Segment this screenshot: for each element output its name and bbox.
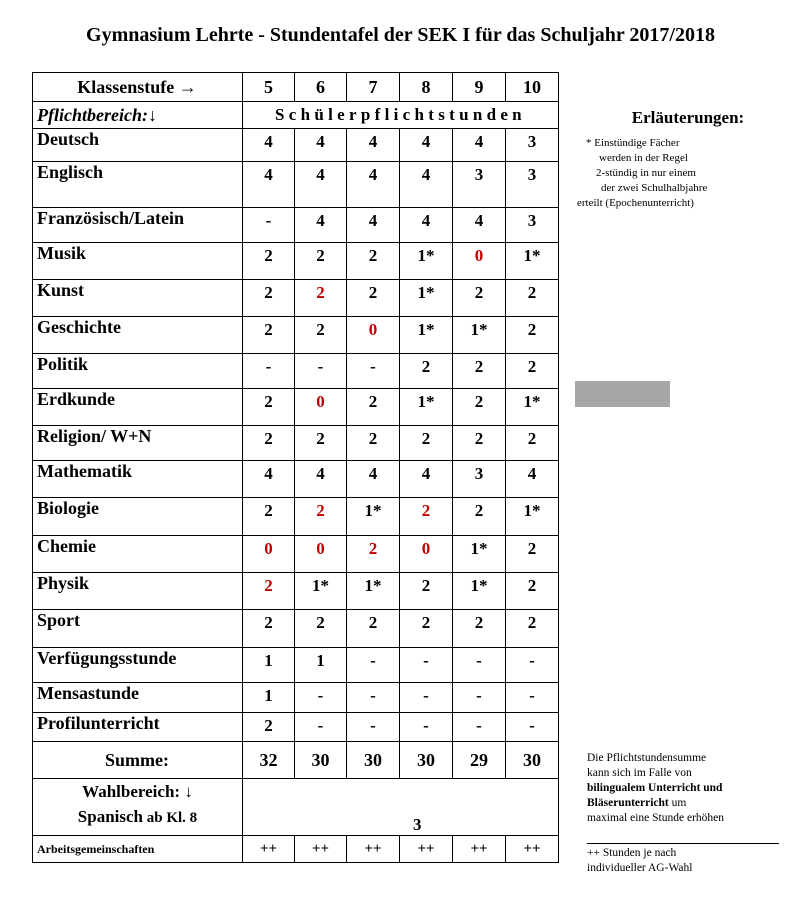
ag-label: Arbeitsgemeinschaften — [33, 836, 243, 863]
hours-cell: 2 — [453, 280, 506, 317]
hours-cell: 2 — [400, 426, 453, 461]
ag-row — [33, 836, 559, 863]
hours-cell: 2 — [295, 243, 347, 280]
note-ag-line: ++ Stunden je nach — [587, 847, 677, 859]
summe-cell: 30 — [347, 742, 400, 779]
hours-cell: - — [506, 648, 559, 683]
hours-cell: 1 — [295, 648, 347, 683]
note-sum-line: Die Pflichtstundensumme — [587, 752, 707, 764]
hours-cell: 2 — [347, 243, 400, 280]
subject-row — [33, 317, 559, 354]
subject-row — [33, 426, 559, 461]
hours-cell: 3 — [453, 162, 506, 208]
hours-cell: 2 — [506, 280, 559, 317]
hours-cell: 4 — [347, 162, 400, 208]
grade-9: 9 — [453, 73, 506, 102]
hours-cell: 1* — [400, 317, 453, 354]
summe-cell: 30 — [506, 742, 559, 779]
hours-cell: 2 — [400, 610, 453, 648]
hours-cell: 1* — [453, 573, 506, 610]
hours-cell: 0 — [453, 243, 506, 280]
pflicht-row — [33, 102, 559, 129]
hours-cell: 2 — [506, 426, 559, 461]
subject-name: Physik — [33, 573, 243, 610]
hours-cell: 2 — [347, 426, 400, 461]
explanation-line: * Einstündige Fächer — [586, 137, 680, 149]
subject-row — [33, 498, 559, 536]
hours-cell: - — [347, 683, 400, 713]
hours-cell: 2 — [295, 426, 347, 461]
subject-name: Erdkunde — [33, 389, 243, 426]
subject-name: Mensastunde — [33, 683, 243, 713]
hours-cell: 2 — [506, 536, 559, 573]
hours-cell: 2 — [400, 573, 453, 610]
ag-cell: ++ — [453, 836, 506, 863]
hours-cell: - — [295, 713, 347, 742]
hours-cell: - — [453, 713, 506, 742]
subject-name: Sport — [33, 610, 243, 648]
hours-cell: 2 — [295, 317, 347, 354]
hours-cell: 1* — [453, 317, 506, 354]
summe-cell: 29 — [453, 742, 506, 779]
hours-cell: 4 — [400, 162, 453, 208]
explanation-title: Erläuterungen: — [631, 108, 745, 127]
document-title: Gymnasium Lehrte - Stundentafel der SEK I für das Schuljahr 2017/2018 — [86, 24, 715, 46]
hours-cell: 2 — [295, 498, 347, 536]
hours-cell: - — [243, 208, 295, 243]
hours-cell: 4 — [506, 461, 559, 498]
subject-row — [33, 162, 559, 208]
hours-cell: 4 — [243, 461, 295, 498]
note-sum-line: bilingualem Unterricht und — [587, 782, 723, 794]
hours-cell: 2 — [243, 280, 295, 317]
grade-label: Klassenstufe → — [33, 73, 243, 102]
hours-cell: 4 — [453, 208, 506, 243]
hours-cell: 3 — [506, 129, 559, 162]
explanation-text — [577, 136, 796, 211]
hours-cell: 1* — [347, 573, 400, 610]
hours-cell: 4 — [453, 129, 506, 162]
pflicht-label: Pflichtbereich:↓ — [33, 102, 243, 129]
hours-cell: 4 — [347, 129, 400, 162]
hours-cell: 2 — [243, 243, 295, 280]
hours-cell: 0 — [243, 536, 295, 573]
subject-name: Mathematik — [33, 461, 243, 498]
hours-cell: 2 — [347, 389, 400, 426]
note-sum-rest: um — [668, 797, 687, 809]
hours-cell: 2 — [400, 498, 453, 536]
summe-cell: 30 — [400, 742, 453, 779]
hours-cell: 1* — [400, 243, 453, 280]
hours-cell: 4 — [347, 208, 400, 243]
wahl-value: 3 — [243, 779, 559, 836]
spanisch-label: Spanisch — [77, 807, 143, 826]
subject-row — [33, 610, 559, 648]
hours-cell: 1* — [453, 536, 506, 573]
hours-cell: 4 — [243, 129, 295, 162]
grade-10: 10 — [506, 73, 559, 102]
hours-cell: 2 — [243, 498, 295, 536]
ag-cell: ++ — [347, 836, 400, 863]
spanisch-small: ab Kl. 8 — [143, 810, 198, 826]
hours-cell: 4 — [295, 129, 347, 162]
ag-cell: ++ — [295, 836, 347, 863]
pflicht-spanned: Schülerpflichtstunden — [243, 102, 559, 129]
hours-cell: 2 — [506, 610, 559, 648]
subject-row — [33, 389, 559, 426]
hours-cell: 3 — [506, 162, 559, 208]
ag-cell: ++ — [243, 836, 295, 863]
grade-8: 8 — [400, 73, 453, 102]
subject-row — [33, 713, 559, 742]
hours-cell: 2 — [347, 610, 400, 648]
subject-name: Chemie — [33, 536, 243, 573]
hours-cell: - — [453, 648, 506, 683]
note-divider — [587, 843, 779, 844]
hours-cell: 0 — [347, 317, 400, 354]
hours-cell: 1* — [400, 280, 453, 317]
wahl-row — [33, 779, 559, 836]
subject-name: Englisch — [33, 162, 243, 208]
summe-row — [33, 742, 559, 779]
hours-cell: 2 — [347, 536, 400, 573]
gray-redaction-box — [575, 381, 670, 407]
hours-cell: 4 — [295, 461, 347, 498]
subject-row — [33, 648, 559, 683]
hours-cell: 1* — [506, 243, 559, 280]
hours-cell: 2 — [506, 573, 559, 610]
hours-cell: 2 — [506, 354, 559, 389]
note-sum-line: kann sich im Falle von — [587, 767, 692, 779]
summe-cell: 30 — [295, 742, 347, 779]
ag-cell: ++ — [506, 836, 559, 863]
hours-cell: - — [295, 354, 347, 389]
hours-cell: 1* — [295, 573, 347, 610]
hours-cell: 1* — [506, 389, 559, 426]
grade-7: 7 — [347, 73, 400, 102]
hours-cell: 2 — [400, 354, 453, 389]
hours-cell: 1* — [400, 389, 453, 426]
subject-name: Kunst — [33, 280, 243, 317]
hours-cell: - — [347, 713, 400, 742]
hours-cell: 2 — [243, 389, 295, 426]
note-ag — [587, 846, 797, 876]
explanation-line: erteilt (Epochenunterricht) — [577, 197, 694, 209]
hours-cell: 1* — [347, 498, 400, 536]
hours-cell: 2 — [453, 498, 506, 536]
subject-name: Biologie — [33, 498, 243, 536]
hours-cell: 2 — [453, 389, 506, 426]
subject-name: Geschichte — [33, 317, 243, 354]
hours-cell: 0 — [295, 389, 347, 426]
hours-cell: - — [453, 683, 506, 713]
hours-cell: - — [347, 648, 400, 683]
hours-cell: - — [295, 683, 347, 713]
hours-cell: 2 — [347, 280, 400, 317]
subject-row — [33, 129, 559, 162]
hours-cell: - — [400, 713, 453, 742]
subject-name: Verfügungsstunde — [33, 648, 243, 683]
hours-cell: 2 — [243, 610, 295, 648]
hours-cell: 2 — [453, 610, 506, 648]
ag-cell: ++ — [400, 836, 453, 863]
hours-cell: 2 — [453, 354, 506, 389]
wahl-title: Wahlbereich: ↓ — [82, 782, 193, 801]
hours-cell: 1 — [243, 648, 295, 683]
subject-name: Deutsch — [33, 129, 243, 162]
explanation-line: der zwei Schulhalbjahre — [601, 182, 708, 194]
summe-label: Summe: — [33, 742, 243, 779]
subject-row — [33, 536, 559, 573]
wahl-label — [33, 779, 243, 836]
hours-cell: 4 — [347, 461, 400, 498]
subject-row — [33, 683, 559, 713]
timetable — [32, 72, 559, 863]
header-row — [33, 73, 559, 102]
note-sum — [587, 751, 797, 826]
hours-cell: 2 — [243, 573, 295, 610]
summe-cell: 32 — [243, 742, 295, 779]
note-sum-line: maximal eine Stunde erhöhen — [587, 812, 725, 824]
hours-cell: 3 — [453, 461, 506, 498]
hours-cell: 2 — [506, 317, 559, 354]
hours-cell: - — [243, 354, 295, 389]
hours-cell: 4 — [295, 208, 347, 243]
hours-cell: 2 — [243, 713, 295, 742]
explanation-line: werden in der Regel — [599, 152, 688, 164]
hours-cell: 1 — [243, 683, 295, 713]
hours-cell: 4 — [400, 129, 453, 162]
subject-name: Religion/ W+N — [33, 426, 243, 461]
hours-cell: 4 — [400, 208, 453, 243]
hours-cell: 2 — [453, 426, 506, 461]
subject-name: Politik — [33, 354, 243, 389]
grade-6: 6 — [295, 73, 347, 102]
hours-cell: 0 — [400, 536, 453, 573]
subject-name: Musik — [33, 243, 243, 280]
subject-row — [33, 573, 559, 610]
hours-cell: 1* — [506, 498, 559, 536]
subject-name: Profilunterricht — [33, 713, 243, 742]
hours-cell: 2 — [243, 426, 295, 461]
subject-name: Französisch/Latein — [33, 208, 243, 243]
subject-row — [33, 354, 559, 389]
hours-cell: 4 — [400, 461, 453, 498]
hours-cell: - — [506, 683, 559, 713]
subject-row — [33, 280, 559, 317]
note-sum-bold: Bläserunterricht — [587, 797, 669, 809]
subject-row — [33, 461, 559, 498]
subject-row — [33, 208, 559, 243]
subject-row — [33, 243, 559, 280]
hours-cell: 2 — [295, 280, 347, 317]
hours-cell: - — [400, 648, 453, 683]
hours-cell: 3 — [506, 208, 559, 243]
hours-cell: 4 — [295, 162, 347, 208]
hours-cell: 2 — [243, 317, 295, 354]
hours-cell: - — [506, 713, 559, 742]
hours-cell: - — [400, 683, 453, 713]
hours-cell: 0 — [295, 536, 347, 573]
explanation-line: 2-stündig in nur einem — [596, 167, 696, 179]
hours-cell: - — [347, 354, 400, 389]
hours-cell: 2 — [295, 610, 347, 648]
note-ag-line: individueller AG-Wahl — [587, 862, 693, 874]
grade-5: 5 — [243, 73, 295, 102]
hours-cell: 4 — [243, 162, 295, 208]
